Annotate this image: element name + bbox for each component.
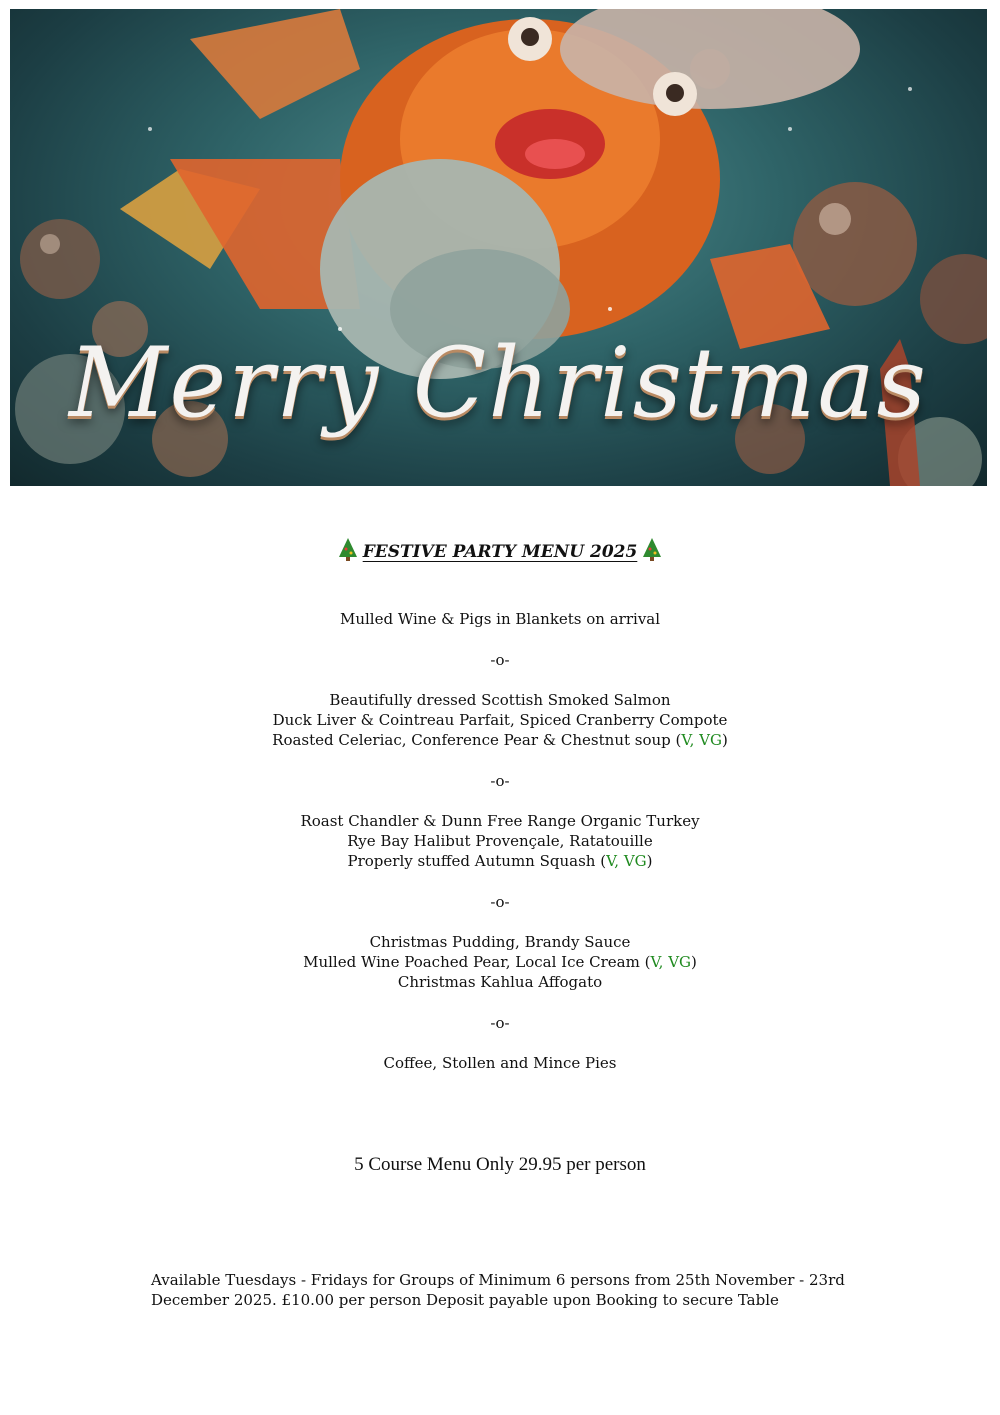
- christmas-tree-icon: [641, 537, 663, 561]
- menu-title-text: FESTIVE PARTY MENU 2025: [362, 542, 638, 562]
- separator: -o-: [490, 1014, 510, 1032]
- main-item: Properly stuffed Autumn Squash (V, VG): [347, 852, 653, 870]
- dessert-item: Mulled Wine Poached Pear, Local Ice Cream (V, VG): [303, 953, 697, 971]
- dessert-item: [0, 972, 1000, 992]
- availability-note: Available Tuesdays - Fridays for Groups of Minimum 6 persons from 25th November - 23rd December 2025. £10.00 per person Deposit payable upon Booking to secure Table: [151, 1271, 845, 1309]
- christmas-banner: [10, 9, 987, 486]
- separator: -o-: [490, 651, 510, 669]
- menu-title: [0, 537, 1000, 562]
- starter-item-text: Beautifully dressed Scottish Smoked Salmon: [329, 691, 671, 709]
- diet-label: V, VG: [650, 953, 692, 971]
- main-item-text: Rye Bay Halibut Provençale, Ratatouille: [347, 832, 653, 850]
- main-item-text: Roast Chandler & Dunn Free Range Organic Turkey: [300, 812, 700, 830]
- starter-item-text: Roasted Celeriac, Conference Pear & Chestnut soup: [272, 731, 671, 749]
- dessert-item-text: Christmas Pudding, Brandy Sauce: [369, 933, 631, 951]
- starter-item-text: Duck Liver & Cointreau Parfait, Spiced Cranberry Compote: [272, 711, 728, 729]
- main-item: [0, 811, 1000, 831]
- diet-label: V, VG: [681, 731, 722, 749]
- diet-label: V, VG: [606, 852, 647, 870]
- main-item: [0, 831, 1000, 851]
- separator: -o-: [490, 772, 510, 790]
- dessert-item-text: Mulled Wine Poached Pear, Local Ice Cream: [303, 953, 640, 971]
- banner-title: Merry Christmas: [69, 327, 928, 439]
- price-line: 5 Course Menu Only 29.95 per person: [354, 1154, 646, 1175]
- starter-item: Roasted Celeriac, Conference Pear & Chestnut soup (V, VG): [272, 731, 728, 749]
- arrival-line: Mulled Wine & Pigs in Blankets on arrival: [339, 610, 661, 628]
- starter-item: [0, 710, 1000, 730]
- main-item-text: Properly stuffed Autumn Squash: [347, 852, 596, 870]
- starter-item: [0, 690, 1000, 710]
- separator: -o-: [490, 893, 510, 911]
- finish-line: Coffee, Stollen and Mince Pies: [383, 1054, 617, 1072]
- christmas-tree-icon: [337, 537, 359, 561]
- dessert-item-text: Christmas Kahlua Affogato: [397, 973, 603, 991]
- dessert-item: [0, 932, 1000, 952]
